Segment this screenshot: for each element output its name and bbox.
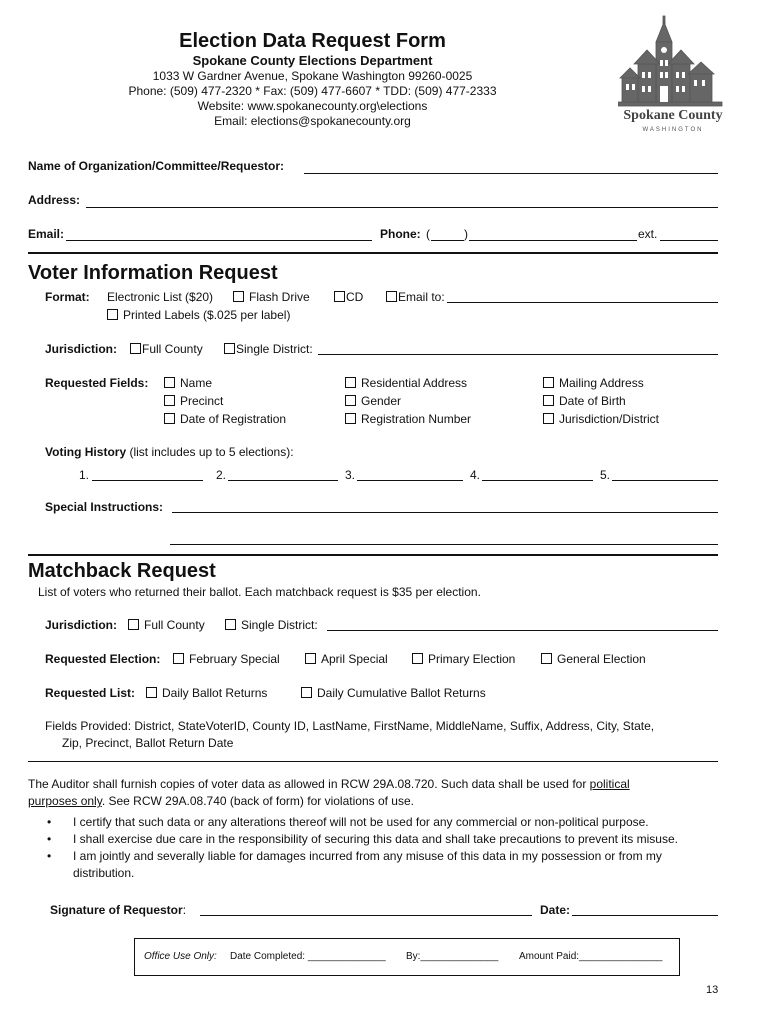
fields-provided-line2: Zip, Precinct, Ballot Return Date: [62, 736, 234, 750]
format-flash-label: Flash Drive: [249, 290, 310, 304]
legal-underlined-text: political: [589, 777, 630, 791]
format-cd-option[interactable]: [334, 290, 363, 304]
history-number: 5.: [600, 468, 611, 482]
election-label: General Election: [557, 652, 646, 666]
checkbox-icon[interactable]: [107, 309, 118, 320]
requested-fields-label: Requested Fields:: [45, 376, 149, 390]
courthouse-icon: [618, 14, 728, 109]
format-email-label: Email to:: [398, 290, 445, 304]
checkbox-icon[interactable]: [224, 343, 235, 354]
matchback-section-title: Matchback Request: [28, 560, 216, 582]
format-label: Format:: [45, 290, 90, 304]
checkbox-icon[interactable]: [541, 653, 552, 664]
format-electronic: Electronic List ($20): [107, 290, 214, 304]
history-number: 1.: [79, 468, 90, 482]
field-label: Name: [180, 376, 213, 390]
format-labels-option[interactable]: [107, 308, 290, 322]
voting-history-note: (list includes up to 5 elections):: [129, 445, 294, 459]
checkbox-icon[interactable]: [225, 619, 236, 630]
department-name: Spokane County Elections Department: [192, 53, 433, 68]
field-label: Jurisdiction/District: [559, 412, 660, 426]
checkbox-icon[interactable]: [130, 343, 141, 354]
office-by: By:______________: [406, 951, 499, 962]
field-label: Residential Address: [361, 376, 468, 390]
legal-text: . See RCW 29A.08.740 (back of form) for violations of use.: [101, 794, 414, 808]
format-email-option[interactable]: [386, 290, 445, 304]
field-label: Date of Registration: [180, 412, 287, 426]
signature-label: Signature of Requestor: [50, 903, 183, 917]
format-labels-label: Printed Labels ($.025 per label): [123, 308, 291, 322]
department-website: Website: www.spokanecounty.org\elections: [197, 99, 428, 113]
election-option[interactable]: [412, 652, 515, 666]
department-phones: Phone: (509) 477-2320 * Fax: (509) 477-6607 * TDD: (509) 477-2333: [128, 84, 497, 98]
legal-paragraph: [28, 776, 728, 810]
logo-county-name: Spokane County: [623, 108, 723, 123]
history-input[interactable]: [482, 480, 593, 481]
matchback-single-district-option[interactable]: [225, 618, 318, 632]
logo-state-name: WASHINGTON: [642, 127, 704, 133]
history-number: 4.: [470, 468, 481, 482]
phone-area-code-input[interactable]: [431, 240, 464, 241]
election-option[interactable]: [173, 652, 280, 666]
history-number: 3.: [345, 468, 356, 482]
matchback-full-county-label: Full County: [144, 618, 205, 632]
checkbox-icon[interactable]: [543, 377, 554, 388]
checkbox-icon[interactable]: [543, 395, 554, 406]
section-divider: [28, 252, 718, 254]
checkbox-icon[interactable]: [543, 413, 554, 424]
checkbox-icon[interactable]: [305, 653, 316, 664]
field-option[interactable]: [164, 376, 212, 390]
election-label: April Special: [321, 652, 388, 666]
phone-paren-close: ): [464, 227, 468, 241]
list-label: Daily Ballot Returns: [162, 686, 268, 700]
checkbox-icon[interactable]: [233, 291, 244, 302]
phone-paren-open: (: [426, 227, 430, 241]
special-instructions-label: Special Instructions:: [45, 500, 164, 514]
voter-single-district-label: Single District:: [236, 342, 313, 356]
checkbox-icon[interactable]: [345, 377, 356, 388]
voter-section-title: Voter Information Request: [28, 262, 278, 284]
matchback-single-district-label: Single District:: [241, 618, 318, 632]
field-label: Registration Number: [361, 412, 472, 426]
list-option[interactable]: [146, 686, 267, 700]
office-use-box: [134, 938, 680, 976]
checkbox-icon[interactable]: [345, 413, 356, 424]
department-address: 1033 W Gardner Avenue, Spokane Washington 99260-0025: [152, 69, 473, 83]
signature-heading: [50, 903, 186, 917]
requested-election-label: Requested Election:: [45, 652, 161, 666]
checkbox-icon[interactable]: [173, 653, 184, 664]
legal-bullet: • I am jointly and severally liable for damages incurred from any misuse of this data in my possession or from my: [73, 849, 662, 863]
matchback-district-input[interactable]: [327, 630, 718, 631]
signature-input[interactable]: [200, 915, 532, 916]
matchback-jurisdiction-label: Jurisdiction:: [45, 618, 118, 632]
field-option[interactable]: [345, 394, 401, 408]
field-option[interactable]: [345, 412, 471, 426]
legal-bullet: • I shall exercise due care in the responsibility of securing this data and shall take precautions to prevent its misuse.: [73, 832, 678, 846]
history-input[interactable]: [228, 480, 338, 481]
format-cd-label: CD: [346, 290, 364, 304]
election-label: February Special: [189, 652, 280, 666]
org-input[interactable]: [304, 173, 718, 174]
checkbox-icon[interactable]: [146, 687, 157, 698]
signature-colon: :: [182, 903, 187, 917]
checkbox-icon[interactable]: [164, 377, 175, 388]
checkbox-icon[interactable]: [386, 291, 397, 302]
special-instructions-input-line2[interactable]: [170, 544, 718, 545]
legal-bullet-continuation: distribution.: [73, 866, 135, 880]
phone-number-input[interactable]: [469, 240, 637, 241]
section-divider: [28, 761, 718, 762]
election-label: Primary Election: [428, 652, 516, 666]
history-number: 2.: [216, 468, 227, 482]
field-option[interactable]: [164, 412, 286, 426]
county-logo: [618, 14, 728, 139]
email-label: Email:: [28, 227, 65, 241]
field-option[interactable]: [543, 376, 644, 390]
voter-full-county-option[interactable]: [130, 342, 203, 356]
checkbox-icon[interactable]: [164, 413, 175, 424]
matchback-full-county-option[interactable]: [128, 618, 205, 632]
requested-list-label: Requested List:: [45, 686, 136, 700]
address-label: Address:: [28, 193, 81, 207]
voter-single-district-option[interactable]: [224, 342, 313, 356]
voter-district-input[interactable]: [318, 354, 718, 355]
history-input[interactable]: [612, 480, 718, 481]
format-flash-option[interactable]: [233, 290, 310, 304]
field-option[interactable]: [543, 412, 659, 426]
field-option[interactable]: [345, 376, 467, 390]
election-option[interactable]: [541, 652, 646, 666]
voting-history-label: Voting History: [45, 445, 127, 459]
checkbox-icon[interactable]: [334, 291, 345, 302]
office-use-label: Office Use Only:: [144, 951, 217, 962]
legal-underlined-text: purposes only: [28, 794, 102, 808]
legal-bullet: • I certify that such data or any alterations thereof will not be used for any commercial or non-political purpose.: [73, 815, 649, 829]
voter-full-county-label: Full County: [142, 342, 203, 356]
date-label: Date:: [540, 903, 571, 917]
fields-provided-line1: Fields Provided: District, StateVoterID, County ID, LastName, FirstName, MiddleName, Suffix, Address, City, State,: [45, 719, 655, 733]
email-input[interactable]: [66, 240, 372, 241]
office-date-completed: Date Completed: ______________: [230, 951, 386, 962]
section-divider: [28, 554, 718, 556]
format-email-input[interactable]: [447, 302, 718, 303]
checkbox-icon[interactable]: [345, 395, 356, 406]
org-label: Name of Organization/Committee/Requestor:: [28, 159, 285, 173]
office-amount-paid: Amount Paid:_______________: [519, 951, 663, 962]
list-label: Daily Cumulative Ballot Returns: [317, 686, 486, 700]
field-label: Mailing Address: [559, 376, 644, 390]
page-number: 13: [706, 984, 719, 996]
field-label: Gender: [361, 394, 402, 408]
checkbox-icon[interactable]: [301, 687, 312, 698]
voting-history-heading: [45, 445, 294, 459]
election-option[interactable]: [305, 652, 388, 666]
field-label: Date of Birth: [559, 394, 626, 408]
checkbox-icon[interactable]: [164, 395, 175, 406]
history-input[interactable]: [357, 480, 463, 481]
field-option[interactable]: [164, 394, 223, 408]
legal-text: The Auditor shall furnish copies of voter data as allowed in RCW 29A.08.720. Such data shall be used for: [28, 777, 587, 791]
field-option[interactable]: [543, 394, 626, 408]
department-email: Email: elections@spokanecounty.org: [214, 114, 411, 128]
ext-input[interactable]: [660, 240, 718, 241]
field-label: Precinct: [180, 394, 224, 408]
voter-jurisdiction-label: Jurisdiction:: [45, 342, 118, 356]
address-input[interactable]: [86, 207, 718, 208]
special-instructions-input[interactable]: [172, 512, 718, 513]
checkbox-icon[interactable]: [412, 653, 423, 664]
list-option[interactable]: [301, 686, 486, 700]
form-title: Election Data Request Form: [179, 30, 446, 52]
phone-label: Phone:: [380, 227, 421, 241]
date-input[interactable]: [572, 915, 718, 916]
checkbox-icon[interactable]: [128, 619, 139, 630]
history-input[interactable]: [92, 480, 203, 481]
ext-label: ext.: [638, 227, 658, 241]
matchback-description: List of voters who returned their ballot. Each matchback request is $35 per election.: [38, 585, 481, 599]
